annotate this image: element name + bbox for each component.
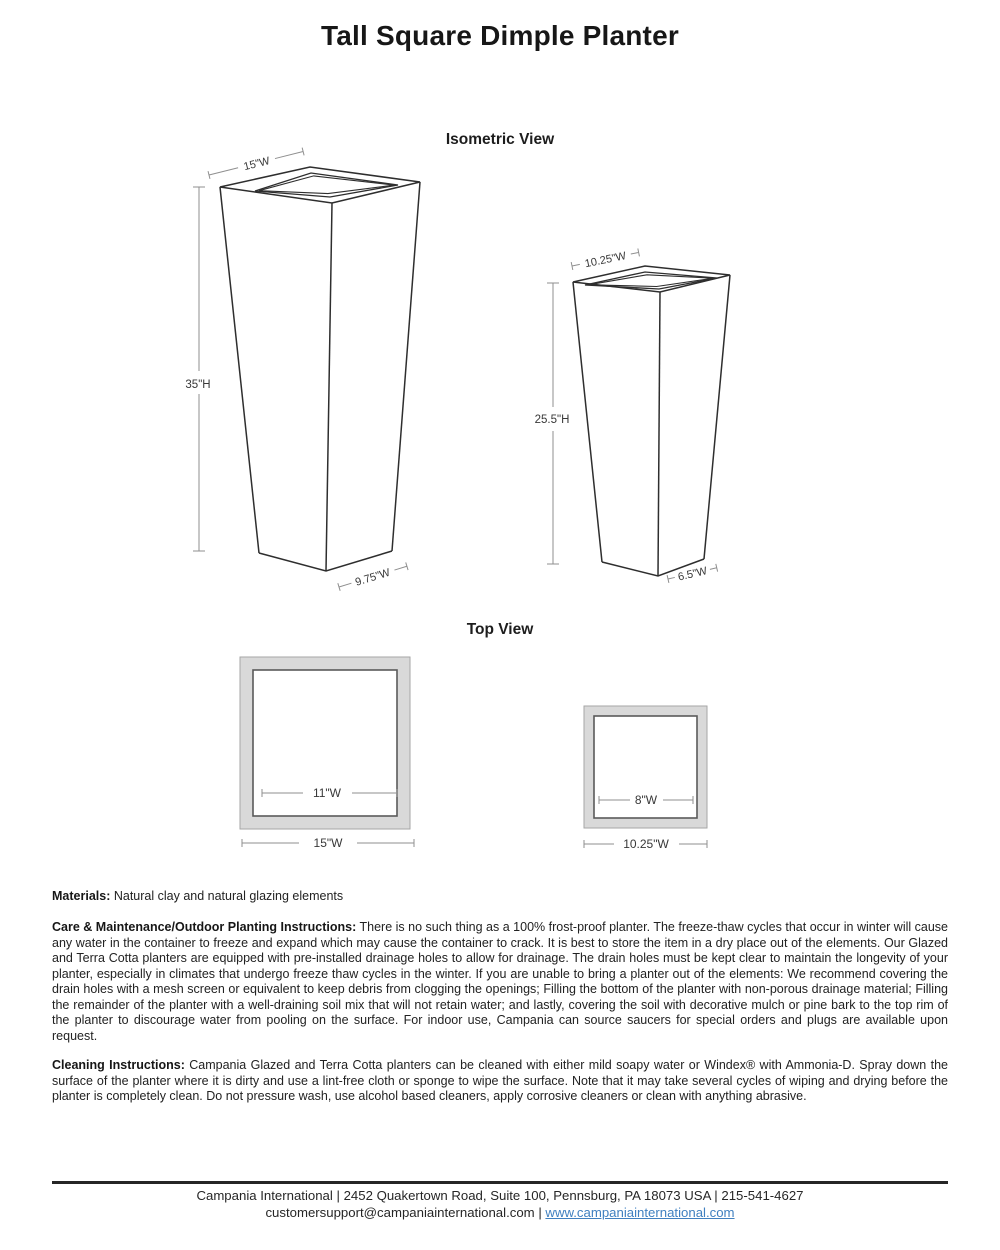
small-base-width-label: 6.5"W	[676, 565, 709, 584]
small-planter-top-view	[584, 706, 707, 851]
small-top-view-inner-label: 8"W	[634, 793, 658, 807]
care-maintenance-text: There is no such thing as a 100% frost-proof planter. The freeze-thaw cycles that occur in winter will cause any water in the container to freeze and expand which may cause the container to crack. It is best to store the item in a dry place out of the elements. Our Glazed and Terra Cotta planters are equipped with pre-installed drainage holes to allow for drainage. The drain holes must be kept clear to maintain the longevity of your planter, especially in climates that undergo freeze thaw cycles in the winter. If you are unable to bring a planter out of the elements: We recommend covering the drain holes with a mesh screen or equivalent to keep debris from clogging the openings; Filling the bottom of the planter with non-porous drainage material; Filling the remainder of the planter with a well-draining soil mix that will not retain water; and lastly, covering the soil with decorative mulch or pine bark to the top rim of the planter to discourage water from pooling on the surface. For indoor use, Campania can source saucers for special orders and plugs are available upon request.	[52, 920, 948, 1043]
small-height-dimension	[535, 283, 570, 564]
large-planter-top-view	[240, 657, 414, 850]
small-planter-isometric	[535, 248, 730, 586]
large-base-width-label: 9.75"W	[353, 566, 392, 589]
footer-contact-line	[0, 1205, 1000, 1220]
small-top-view-outer-dimension	[584, 837, 707, 851]
large-top-width-label: 15"W	[242, 155, 272, 174]
care-maintenance-paragraph	[52, 920, 948, 1044]
footer-email: customersupport@campaniainternational.com	[265, 1205, 535, 1220]
cleaning-instructions-paragraph	[52, 1058, 948, 1105]
large-height-dimension	[185, 187, 210, 551]
cleaning-instructions-label: Cleaning Instructions:	[52, 1058, 185, 1072]
large-top-width-dimension	[208, 147, 305, 182]
page-title: Tall Square Dimple Planter	[321, 20, 679, 51]
footer-separator: |	[534, 1205, 546, 1220]
small-top-width-label: 10.25"W	[583, 250, 628, 271]
large-base-width-dimension	[338, 561, 409, 593]
small-base-width-dimension	[667, 563, 718, 586]
large-top-view-outer-label: 15"W	[313, 836, 343, 850]
top-view-heading: Top View	[466, 621, 534, 638]
isometric-view-heading: Isometric View	[445, 131, 555, 148]
large-height-label: 35"H	[185, 379, 211, 391]
care-maintenance-label: Care & Maintenance/Outdoor Planting Instructions:	[52, 920, 357, 934]
materials-paragraph	[52, 889, 948, 905]
isometric-drawing	[0, 140, 1000, 610]
large-top-view-outer-dimension	[242, 836, 414, 850]
cleaning-instructions-text: Campania Glazed and Terra Cotta planters can be cleaned with either mild soapy water or Windex® with Ammonia-D. Spray down the surface of the planter where it is dirty and use a lint-free cloth or sponge to wipe the surface. Note that it may take several cycles of wiping and drying before the planter is completely clean. Do not pressure wash, use alcohol based cleaners, apply corrosive cleaners or clean with anything abrasive.	[52, 1058, 948, 1103]
large-top-view-inner-label: 11"W	[312, 786, 342, 800]
footer-address-line: Campania International | 2452 Quakertown Road, Suite 100, Pennsburg, PA 18073 USA | 215-541-4627	[196, 1188, 804, 1203]
small-height-label: 25.5"H	[534, 414, 570, 426]
large-planter-isometric	[185, 147, 420, 594]
top-view-drawing	[0, 645, 1000, 860]
footer-website-link[interactable]: www.campaniainternational.com	[545, 1205, 735, 1220]
small-top-view-outer-label: 10.25"W	[623, 837, 669, 851]
footer-divider	[52, 1181, 948, 1184]
materials-label: Materials:	[52, 889, 111, 903]
materials-text: Natural clay and natural glazing elements	[113, 889, 344, 903]
